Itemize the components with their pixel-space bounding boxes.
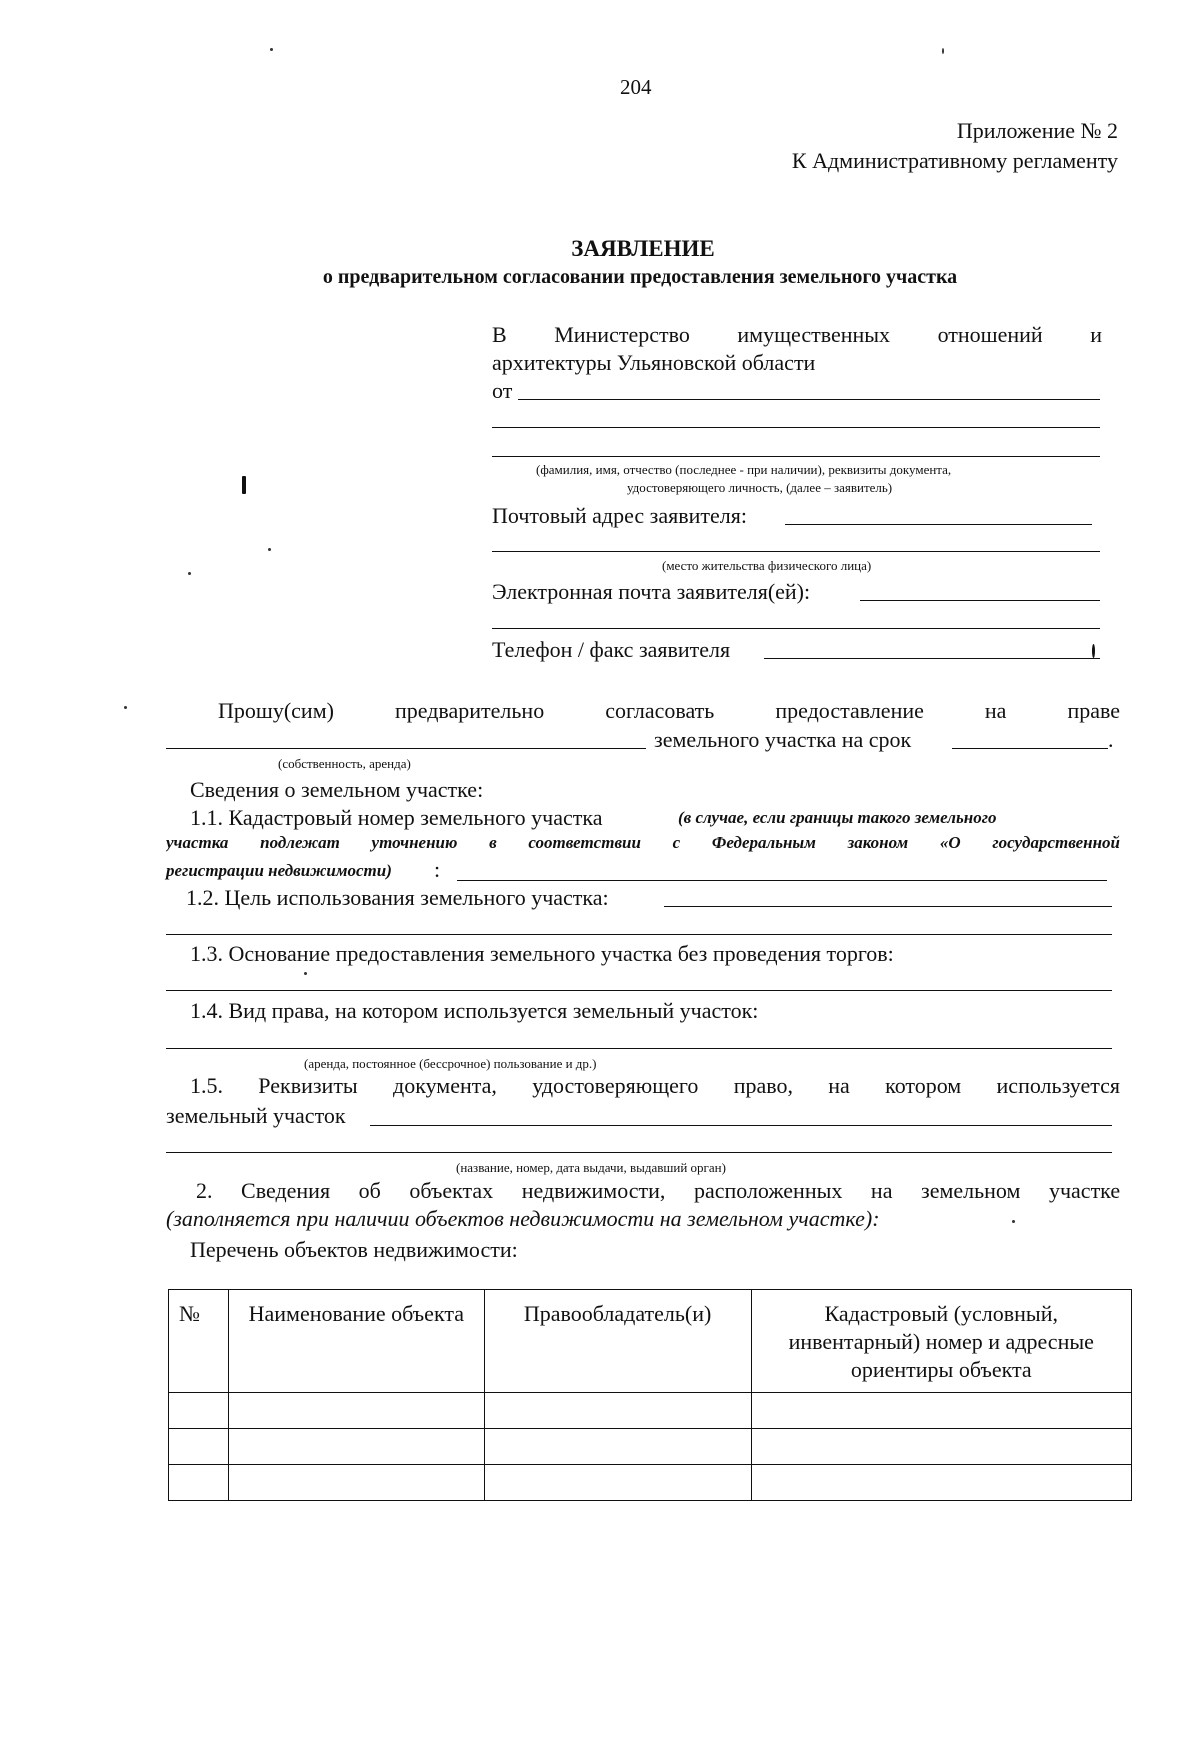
- postal-address-label: Почтовый адрес заявителя:: [492, 503, 748, 528]
- addressee-line-1: В Министерство имущественных отношений и: [492, 322, 1102, 347]
- appendix-line-1: Приложение № 2: [956, 118, 1118, 143]
- header-cadastral-number: Кадастровый (условный, инвентарный) номер и адресные ориентиры объекта: [751, 1290, 1132, 1393]
- document-caption: (название, номер, дата выдачи, выдавший орган): [456, 1160, 726, 1175]
- table-row: [169, 1465, 1132, 1501]
- objects-list-heading: Перечень объектов недвижимости:: [190, 1237, 518, 1262]
- cadastral-number-input[interactable]: [457, 880, 1107, 881]
- addressee-line-2: архитектуры Ульяновской области: [492, 350, 816, 375]
- item-1-3-label: 1.3. Основание предоставления земельного участка без проведения торгов:: [190, 941, 894, 966]
- table-cell[interactable]: [169, 1429, 229, 1465]
- scan-speck: [270, 48, 273, 51]
- document-subtitle: о предварительном согласовании предоставления земельного участка: [322, 266, 958, 288]
- email-input[interactable]: [860, 600, 1100, 601]
- item-1-1-colon: :: [434, 857, 441, 882]
- email-label: Электронная почта заявителя(ей):: [492, 579, 811, 604]
- postal-address-input-2[interactable]: [492, 551, 1100, 552]
- table-cell[interactable]: [228, 1465, 484, 1501]
- table-cell[interactable]: [169, 1393, 229, 1429]
- table-cell[interactable]: [228, 1429, 484, 1465]
- table-cell[interactable]: [228, 1393, 484, 1429]
- basis-input[interactable]: [166, 990, 1112, 991]
- item-1-5-line-2: земельный участок: [166, 1103, 346, 1128]
- table-cell[interactable]: [751, 1429, 1132, 1465]
- scan-speck: [268, 548, 271, 551]
- scan-speck: [1012, 1220, 1015, 1223]
- scan-speck: [242, 476, 246, 494]
- document-details-input[interactable]: [370, 1125, 1112, 1126]
- right-kind-input[interactable]: [166, 1048, 1112, 1049]
- item-1-1-note-a: (в случае, если границы такого земельного: [678, 808, 997, 827]
- item-2-note: (заполняется при наличии объектов недвижимости на земельном участке):: [166, 1206, 880, 1231]
- table-cell[interactable]: [484, 1465, 751, 1501]
- document-details-input-2[interactable]: [166, 1152, 1112, 1153]
- header-object-name: Наименование объекта: [228, 1290, 484, 1393]
- scan-speck: [304, 972, 307, 975]
- item-2-line-1: 2. Сведения об объектах недвижимости, расположенных на земельном участке: [196, 1178, 1120, 1203]
- scan-speck: [188, 572, 191, 575]
- residence-caption: (место жительства физического лица): [662, 558, 872, 573]
- item-1-5-line-1: 1.5. Реквизиты документа, удостоверяющего право, на котором используется: [190, 1073, 1120, 1098]
- right-kind-caption: (аренда, постоянное (бессрочное) пользование и др.): [304, 1056, 597, 1071]
- request-line-1: Прошу(сим) предварительно согласовать предоставление на праве: [218, 698, 1120, 723]
- land-info-heading: Сведения о земельном участке:: [190, 777, 484, 802]
- request-dot: .: [1108, 727, 1114, 752]
- term-input[interactable]: [952, 748, 1108, 749]
- usage-purpose-input[interactable]: [664, 906, 1112, 907]
- header-number: №: [169, 1290, 229, 1393]
- scan-speck: [942, 48, 944, 54]
- table-cell[interactable]: [484, 1393, 751, 1429]
- table-cell[interactable]: [751, 1465, 1132, 1501]
- item-1-4-label: 1.4. Вид права, на котором используется земельный участок:: [190, 998, 759, 1023]
- item-1-2-label: 1.2. Цель использования земельного участка:: [186, 885, 609, 910]
- item-1-1-note-b: участка подлежат уточнению в соответствии с Федеральным законом «О государственной: [166, 833, 1120, 852]
- table-cell[interactable]: [751, 1393, 1132, 1429]
- table-cell[interactable]: [169, 1465, 229, 1501]
- applicant-caption-2: удостоверяющего личность, (далее – заявитель): [627, 480, 893, 495]
- request-line-2-text: земельного участка на срок: [654, 727, 912, 752]
- document-title: ЗАЯВЛЕНИЕ: [571, 236, 715, 261]
- usage-purpose-input-2[interactable]: [166, 934, 1112, 935]
- item-1-1-label: 1.1. Кадастровый номер земельного участка: [190, 805, 603, 830]
- table-header-row: [169, 1290, 1132, 1393]
- page-number: 204: [620, 75, 652, 99]
- scan-speck: [124, 706, 127, 709]
- from-input-line-2[interactable]: [492, 427, 1100, 428]
- from-input-line-1[interactable]: [518, 399, 1100, 400]
- appendix-line-2: К Административному регламенту: [791, 148, 1118, 173]
- applicant-caption-1: (фамилия, имя, отчество (последнее - при наличии), реквизиты документа,: [536, 462, 952, 477]
- phone-label: Телефон / факс заявителя: [492, 637, 731, 662]
- postal-address-input[interactable]: [785, 524, 1092, 525]
- from-input-line-3[interactable]: [492, 456, 1100, 457]
- table-row: [169, 1429, 1132, 1465]
- table-row: [169, 1393, 1132, 1429]
- phone-input[interactable]: [764, 658, 1100, 659]
- item-1-1-note-c: регистрации недвижимости): [166, 861, 392, 880]
- ownership-caption: (собственность, аренда): [278, 756, 411, 771]
- right-type-input[interactable]: [166, 748, 646, 749]
- header-rightholder: Правообладатель(и): [484, 1290, 751, 1393]
- scan-speck: [1092, 644, 1095, 658]
- email-input-2[interactable]: [492, 628, 1100, 629]
- from-label: от: [492, 378, 513, 403]
- objects-table: [168, 1289, 1132, 1501]
- table-cell[interactable]: [484, 1429, 751, 1465]
